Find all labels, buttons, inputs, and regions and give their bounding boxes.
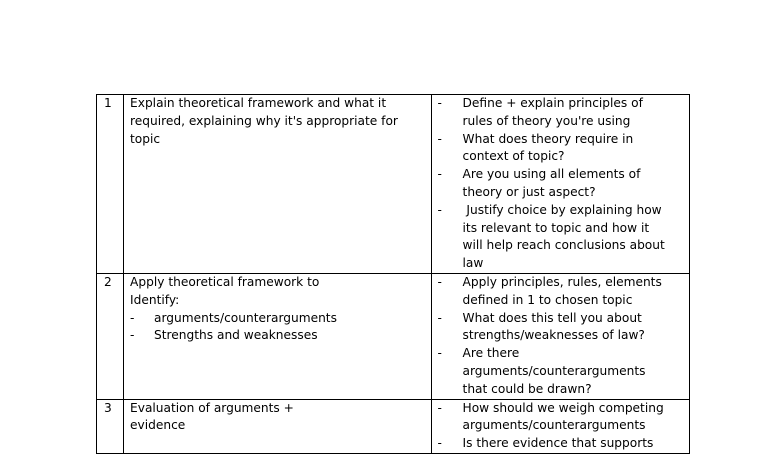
bullet-dash: - (130, 328, 135, 343)
bullet-dash: - (437, 400, 442, 415)
guidance-line: will help reach conclusions about (462, 238, 665, 253)
table-row (97, 273, 690, 399)
guidance-text (463, 166, 685, 202)
guidance-text (463, 274, 685, 310)
task-line: Apply theoretical framework to (130, 274, 320, 289)
task-line: required, explaining why it's appropriate for (130, 113, 398, 128)
task-line: evidence (130, 418, 186, 433)
guidance-cell (431, 399, 689, 453)
guidance-bullet-item (438, 310, 685, 346)
planning-table (96, 94, 690, 454)
bullet-dash: - (437, 202, 442, 217)
guidance-line: What does theory require in (462, 131, 634, 146)
guidance-text (463, 400, 685, 436)
bullet-dash: - (437, 96, 442, 110)
row-number: 3 (97, 399, 124, 453)
table-row (97, 399, 690, 453)
bullet-dash: - (437, 436, 442, 451)
guidance-text (463, 95, 685, 131)
guidance-bullet-item (438, 345, 685, 398)
guidance-line: law (462, 256, 484, 271)
guidance-bullet-item (438, 274, 685, 310)
guidance-text (463, 131, 685, 167)
guidance-cell (431, 95, 689, 274)
guidance-line: What does this tell you about (462, 310, 642, 325)
guidance-line: Are you using all elements of (462, 167, 641, 182)
guidance-line: its relevant to topic and how it (462, 220, 650, 235)
guidance-line: Is there evidence that supports (462, 436, 654, 451)
task-line: Evaluation of arguments + (130, 400, 294, 415)
guidance-line: rules of theory you're using (462, 113, 631, 128)
bullet-dash: - (437, 131, 442, 146)
row-number: 1 (97, 95, 124, 274)
guidance-text (463, 345, 685, 398)
guidance-line: Justify choice by explaining how (462, 202, 662, 217)
bullet-dash: - (437, 346, 442, 361)
guidance-bullet-item (438, 435, 685, 453)
guidance-line: defined in 1 to chosen topic (462, 292, 633, 307)
guidance-text (463, 310, 685, 346)
task-bullet-item (130, 310, 425, 328)
guidance-bullet-item (438, 202, 685, 273)
task-cell (124, 95, 432, 274)
guidance-bullet-item (438, 95, 685, 131)
guidance-line: Apply principles, rules, elements (462, 274, 662, 289)
bullet-dash: - (437, 274, 442, 289)
guidance-bullet-item (438, 400, 685, 436)
guidance-line: theory or just aspect? (462, 184, 596, 199)
task-line: topic (130, 131, 161, 146)
guidance-line: arguments/counterarguments (462, 418, 646, 433)
guidance-line: that could be drawn? (462, 381, 592, 396)
task-bullet-item (130, 327, 425, 345)
guidance-text (463, 435, 685, 453)
task-line: Identify: (130, 292, 180, 307)
guidance-line: strengths/weaknesses of law? (462, 328, 645, 343)
task-cell (124, 399, 432, 453)
row-number: 2 (97, 273, 124, 399)
task-bullet-text: arguments/counterarguments (154, 310, 337, 325)
guidance-line: How should we weigh competing (462, 400, 664, 415)
bullet-dash: - (437, 167, 442, 182)
table-body (97, 95, 690, 454)
guidance-bullet-item (438, 166, 685, 202)
guidance-line: context of topic? (462, 149, 565, 164)
task-line: Explain theoretical framework and what it (130, 96, 387, 110)
guidance-line: arguments/counterarguments (462, 363, 646, 378)
task-cell (124, 273, 432, 399)
bullet-dash: - (130, 310, 135, 325)
table-row (97, 95, 690, 274)
task-bullet-text: Strengths and weaknesses (154, 328, 318, 343)
bullet-dash: - (437, 310, 442, 325)
guidance-text (463, 202, 685, 273)
guidance-bullet-item (438, 131, 685, 167)
guidance-cell (431, 273, 689, 399)
guidance-line: Define + explain principles of (462, 96, 643, 110)
guidance-line: Are there (462, 346, 520, 361)
